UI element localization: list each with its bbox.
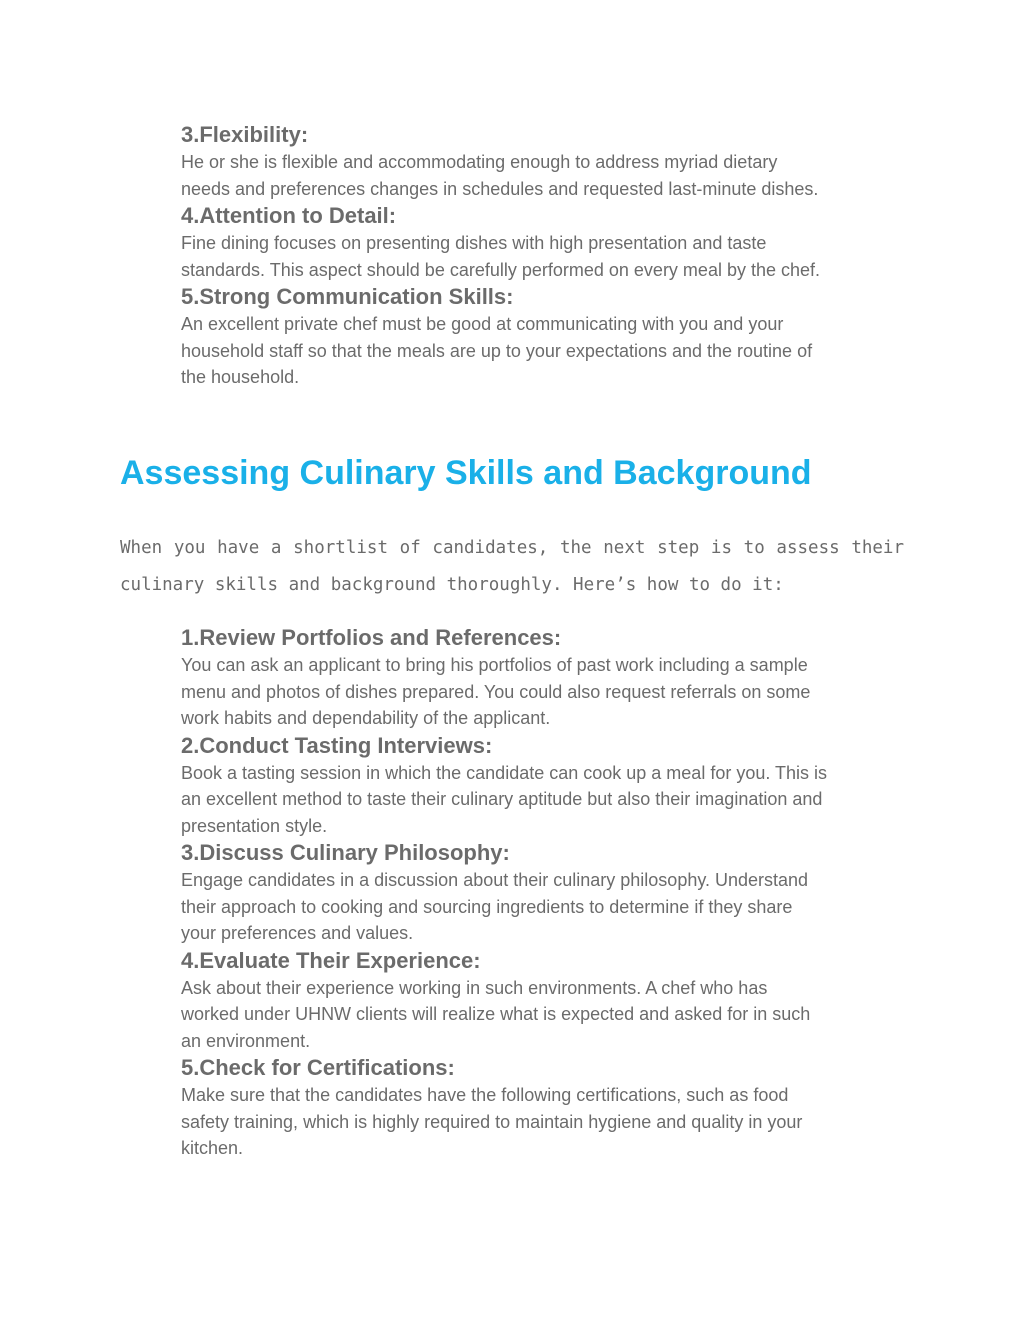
item-body: Make sure that the candidates have the following certifications, such as food safety training, which is highly required to maintain hygiene and quality in your kitchen. bbox=[181, 1085, 803, 1158]
list-item bbox=[181, 121, 906, 202]
list-item bbox=[181, 1054, 906, 1162]
assessment-steps-list bbox=[181, 624, 906, 1162]
list-item bbox=[181, 839, 906, 947]
item-body: You can ask an applicant to bring his portfolios of past work including a sample menu and photos of dishes prepared. You could also request referrals on some work habits and dependability of the applicant. bbox=[181, 655, 811, 728]
item-title: 5.Check for Certifications: bbox=[181, 1055, 455, 1080]
item-body: Fine dining focuses on presenting dishes with high presentation and taste standards. This aspect should be carefully performed on every meal by the chef. bbox=[181, 233, 821, 280]
item-title: 3.Flexibility: bbox=[181, 122, 309, 147]
list-item bbox=[181, 283, 906, 391]
item-body: Book a tasting session in which the candidate can cook up a meal for you. This is an excellent method to taste their culinary aptitude but also their imagination and presentation style. bbox=[181, 762, 828, 836]
item-title: 4.Attention to Detail: bbox=[181, 203, 397, 228]
section-intro: When you have a shortlist of candidates, the next step is to assess their culinary skills and background thoroughly. Here’s how to do it: bbox=[120, 538, 904, 595]
item-body: He or she is flexible and accommodating enough to address myriad dietary needs and preferences changes in schedules and requested last-minute dishes. bbox=[181, 152, 819, 199]
item-title: 2.Conduct Tasting Interviews: bbox=[181, 732, 493, 758]
item-title: 3.Discuss Culinary Philosophy: bbox=[181, 840, 510, 865]
item-title: 5.Strong Communication Skills: bbox=[181, 284, 514, 309]
list-item bbox=[181, 947, 906, 1055]
item-title: 4.Evaluate Their Experience: bbox=[181, 947, 481, 973]
item-body: Ask about their experience working in such environments. A chef who has worked under UHNW clients will realize what is expected and asked for in such an environment. bbox=[181, 977, 811, 1051]
item-body: Engage candidates in a discussion about their culinary philosophy. Understand their approach to cooking and sourcing ingredients to determine if they share your preferences and values. bbox=[181, 870, 809, 943]
list-item bbox=[181, 624, 906, 732]
item-body: An excellent private chef must be good at communicating with you and your household staff so that the meals are up to your expectations and the routine of the household. bbox=[181, 314, 813, 387]
section-heading: Assessing Culinary Skills and Background bbox=[120, 454, 812, 492]
list-item bbox=[181, 732, 906, 840]
qualities-list bbox=[181, 121, 906, 391]
list-item bbox=[181, 202, 906, 283]
item-title: 1.Review Portfolios and References: bbox=[181, 625, 562, 650]
